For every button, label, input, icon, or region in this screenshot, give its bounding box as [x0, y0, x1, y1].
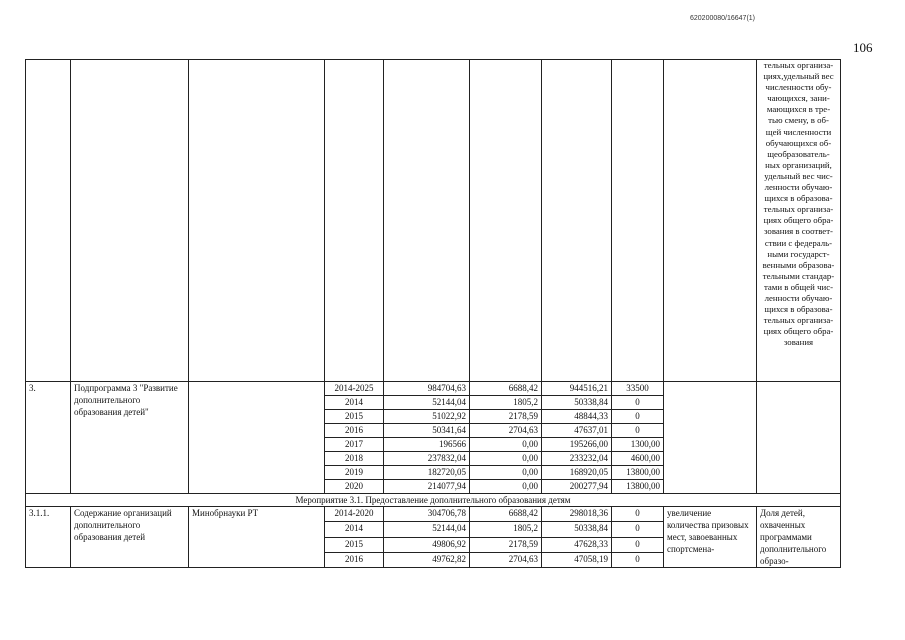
text-line: зования в соответ- — [764, 226, 833, 237]
total-cell: 196566 — [384, 438, 470, 452]
subprogram-row — [26, 382, 841, 396]
federal-cell: 2704,63 — [470, 552, 542, 567]
text-line: ленности обучаю- — [764, 182, 833, 193]
text-line: циях общего обра- — [763, 326, 834, 337]
federal-cell: 0,00 — [470, 438, 542, 452]
cell-empty — [612, 60, 664, 382]
text-line: чающихся, зани- — [767, 93, 830, 104]
federal-cell: 2178,59 — [470, 410, 542, 424]
cell-empty — [664, 60, 757, 382]
cell-empty — [542, 60, 612, 382]
federal-cell: 0,00 — [470, 480, 542, 494]
text-line: численности обу- — [765, 82, 832, 93]
other-cell: 0 — [612, 507, 664, 522]
other-cell: 0 — [612, 396, 664, 410]
other-cell: 33500 — [612, 382, 664, 396]
activity-indicator: Доля детей, охваченных программами дополнительного образо- — [757, 507, 841, 568]
regional-cell: 47637,01 — [542, 424, 612, 438]
text-line: щей численности — [765, 126, 832, 137]
cell-empty — [26, 60, 71, 382]
regional-cell: 298018,36 — [542, 507, 612, 522]
text-line: щихся в образова- — [764, 304, 833, 315]
cell-empty — [470, 60, 542, 382]
regional-cell: 944516,21 — [542, 382, 612, 396]
total-cell: 49762,82 — [384, 552, 470, 567]
page-number: 106 — [853, 40, 873, 55]
other-cell: 0 — [612, 522, 664, 537]
total-cell: 984704,63 — [384, 382, 470, 396]
regional-cell: 47628,33 — [542, 537, 612, 552]
cell-empty — [757, 382, 841, 494]
year-cell: 2018 — [325, 452, 384, 466]
text-line: тельных организа- — [763, 204, 834, 215]
text-line: ствии с федераль- — [764, 237, 833, 248]
total-cell: 214077,94 — [384, 480, 470, 494]
text-line: ными государст- — [767, 248, 830, 259]
year-cell: 2014-2020 — [325, 507, 384, 522]
other-cell: 4600,00 — [612, 452, 664, 466]
text-line: ных организаций, — [765, 159, 832, 170]
text-line: щихся в образова- — [764, 193, 833, 204]
document-id: 620200080/16647(1) — [690, 15, 756, 22]
text-line: ленности обучаю- — [764, 292, 833, 303]
text-line: тами в общей чис- — [763, 281, 834, 292]
text-line: тельных организа- — [763, 315, 834, 326]
regional-cell: 50338,84 — [542, 396, 612, 410]
federal-cell: 1805,2 — [470, 522, 542, 537]
cell-empty — [325, 60, 384, 382]
federal-cell: 6688,42 — [470, 507, 542, 522]
text-line: циях,удельный вес — [763, 71, 834, 82]
cell-empty — [189, 382, 325, 494]
other-cell: 13800,00 — [612, 466, 664, 480]
other-cell: 0 — [612, 537, 664, 552]
section-header-row — [26, 494, 841, 507]
activity-result: увеличение количества призовых мест, завоеванных спортсмена- — [664, 507, 757, 568]
year-cell: 2014 — [325, 522, 384, 537]
federal-cell: 2704,63 — [470, 424, 542, 438]
cell-empty — [664, 382, 757, 494]
text-line: тельных организа- — [763, 60, 834, 70]
year-cell: 2017 — [325, 438, 384, 452]
cell-empty — [384, 60, 470, 382]
year-cell: 2014 — [325, 396, 384, 410]
subprogram-name: Подпрограмма 3 "Развитие дополнительного образования детей" — [71, 382, 189, 494]
year-cell: 2016 — [325, 424, 384, 438]
federal-cell: 0,00 — [470, 466, 542, 480]
activity-number: 3.1.1. — [26, 507, 71, 568]
text-line: обучающихся об- — [765, 137, 832, 148]
total-cell: 49806,92 — [384, 537, 470, 552]
federal-cell: 1805,2 — [470, 396, 542, 410]
total-cell: 50341,64 — [384, 424, 470, 438]
cell-empty — [71, 60, 189, 382]
regional-cell: 48844,33 — [542, 410, 612, 424]
subprogram-number: 3. — [26, 382, 71, 494]
regional-cell: 195266,00 — [542, 438, 612, 452]
text-line: тью смену, в об- — [768, 115, 829, 126]
regional-cell: 233232,04 — [542, 452, 612, 466]
total-cell: 237832,04 — [384, 452, 470, 466]
other-cell: 0 — [612, 410, 664, 424]
activity-row — [26, 507, 841, 522]
year-cell: 2015 — [325, 410, 384, 424]
year-cell: 2014-2025 — [325, 382, 384, 396]
federal-cell: 6688,42 — [470, 382, 542, 396]
total-cell: 304706,78 — [384, 507, 470, 522]
other-cell: 13800,00 — [612, 480, 664, 494]
continuation-row — [26, 60, 841, 382]
text-line: зования — [783, 337, 814, 348]
total-cell: 51022,92 — [384, 410, 470, 424]
year-cell: 2015 — [325, 537, 384, 552]
other-cell: 0 — [612, 552, 664, 567]
year-cell: 2016 — [325, 552, 384, 567]
text-line: щеобразователь- — [767, 148, 830, 159]
federal-cell: 2178,59 — [470, 537, 542, 552]
regional-cell: 168920,05 — [542, 466, 612, 480]
section-title: Мероприятие 3.1. Предоставление дополнительного образования детям — [26, 494, 841, 507]
text-line: тельными стандар- — [762, 270, 835, 281]
activity-name: Содержание организаций дополнительного образования детей — [71, 507, 189, 568]
federal-cell: 0,00 — [470, 452, 542, 466]
other-cell: 0 — [612, 424, 664, 438]
text-line: венными образова- — [762, 259, 835, 270]
total-cell: 182720,05 — [384, 466, 470, 480]
cell-empty — [189, 60, 325, 382]
program-table — [25, 59, 841, 568]
text-line: удельный вес чис- — [764, 170, 833, 181]
other-cell: 1300,00 — [612, 438, 664, 452]
regional-cell: 200277,94 — [542, 480, 612, 494]
total-cell: 52144,04 — [384, 396, 470, 410]
text-line: мающихся в тре- — [766, 104, 831, 115]
text-line: циях общего обра- — [763, 215, 834, 226]
regional-cell: 47058,19 — [542, 552, 612, 567]
continued-indicator-text — [757, 60, 841, 382]
regional-cell: 50338,84 — [542, 522, 612, 537]
total-cell: 52144,04 — [384, 522, 470, 537]
activity-executor: Минобрнауки РТ — [189, 507, 325, 568]
year-cell: 2020 — [325, 480, 384, 494]
year-cell: 2019 — [325, 466, 384, 480]
